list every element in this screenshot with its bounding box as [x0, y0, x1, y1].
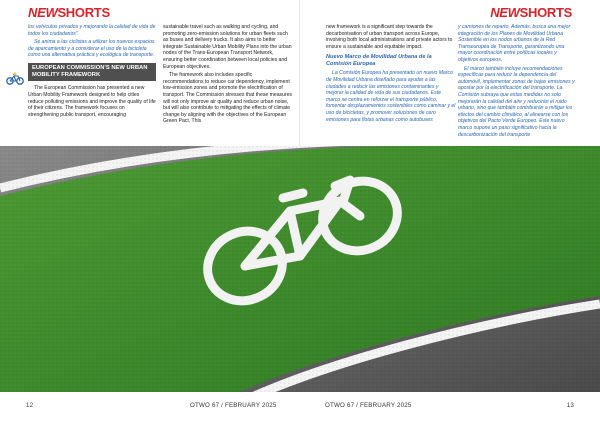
spanish-paragraph: La Comisión Europea ha presentado un nuevo Marco de Movilidad Urbana diseñado para ayudar a las ciudades a reducir las emisiones contaminantes y mejorar la calidad de vida de sus ciudadanos. Este marco se centra en reforzar el transporte público, fomentar desplazamientos sostenibles como caminar y el uso de bicicletas, y promover soluciones de cero emisiones para flotas urbanas como autobuses	[326, 70, 456, 123]
logo-shorts-text: SHORTS	[57, 5, 110, 20]
logo-new-text: NEW	[28, 5, 58, 20]
bike-lane-photo	[0, 146, 600, 392]
column-2	[163, 24, 293, 146]
newshorts-logo-right	[490, 6, 572, 20]
magazine-issue-right: OTWO 67 / FEBRUARY 2025	[325, 402, 412, 409]
newshorts-logo-left	[28, 6, 110, 20]
magazine-issue-left: OTWO 67 / FEBRUARY 2025	[190, 402, 277, 409]
article-paragraph: new framework is a significant step towards the decarbonisation of urban transport across Europe, involving both local administrations and private actors to ensure a sustainable and equitable impact.	[326, 24, 453, 50]
page-number-left: 12	[26, 402, 34, 409]
spanish-text-block	[458, 24, 578, 138]
spanish-paragraph: los vehículos privados y mejorando la calidad de vida de todos los ciudadanos".	[28, 24, 156, 37]
spine-divider	[299, 0, 300, 146]
logo-new-text: NEW	[490, 5, 520, 20]
spanish-text-block	[326, 70, 456, 123]
article-paragraph: The framework also includes specific recommendations to reduce car dependency, implement low-emission zones and promote the electrification of transport. The Commission stresses that these measures will not only improve air quality and reduce urban noise, but will also contribute to mitigating the effects of climate change by aligning with the objectives of the European Green Pact. This	[163, 72, 293, 125]
spanish-text-block	[28, 24, 156, 59]
column-4	[458, 24, 578, 146]
article-heading: EUROPEAN COMMISSION'S NEW URBAN MOBILITY FRAMEWORK	[28, 63, 156, 81]
column-3	[326, 24, 456, 146]
spanish-paragraph: El marco también incluye recomendaciones específicas para reducir la dependencia del automóvil, implementar zonas de bajas emisiones y apostar por la electrificación del transporte. La Comisión subraya que estas medidas no solo mejorarán la calidad del aire y reducirán el ruido urbano, sino que también contribuirán a mitigar los efectos del cambio climático, al alinearse con los objetivos del Pacto Verde Europeo. Este nuevo marco supone un paso significativo hacia la descarbonización del transporte	[458, 65, 575, 138]
logo-shorts-text: SHORTS	[519, 5, 572, 20]
column-1	[28, 24, 156, 146]
spanish-paragraph: Se anima a las ciclistas a utilizar los nuevos espacios de aparcamiento y a considerar el uso de la bicicleta como una alternativa práctica y ecológica de transporte.	[28, 39, 155, 59]
spanish-paragraph: y camiones de reparto. Además, busca una mejor integración de los Planes de Movilidad Urbana Sostenible en los nodos urbanos de la Red Transeuropea de Transporte, garantizando una mayor coordinación entre políticas locales y objetivos europeos.	[458, 24, 571, 63]
bicycle-icon	[6, 72, 24, 86]
spanish-heading: Nuevo Marco de Movilidad Urbana de la Comisión Europea	[326, 54, 432, 68]
page-number-right: 13	[566, 402, 574, 409]
article-paragraph: The European Commission has presented a new Urban Mobility Framework designed to help cities reduce polluting emissions and improve the quality of life of their citizens. The framework focuses on strengthening public transport, encouraging	[28, 85, 156, 118]
article-paragraph: sustainable travel such as walking and cycling, and promoting zero-emission solutions for urban fleets such as buses and delivery trucks. It also aims to better integrate Sustainable Urban Mobility Plans into the urban nodes of the Trans-European Transport Network, ensuring better coordination between local policies and European objectives.	[163, 24, 292, 70]
